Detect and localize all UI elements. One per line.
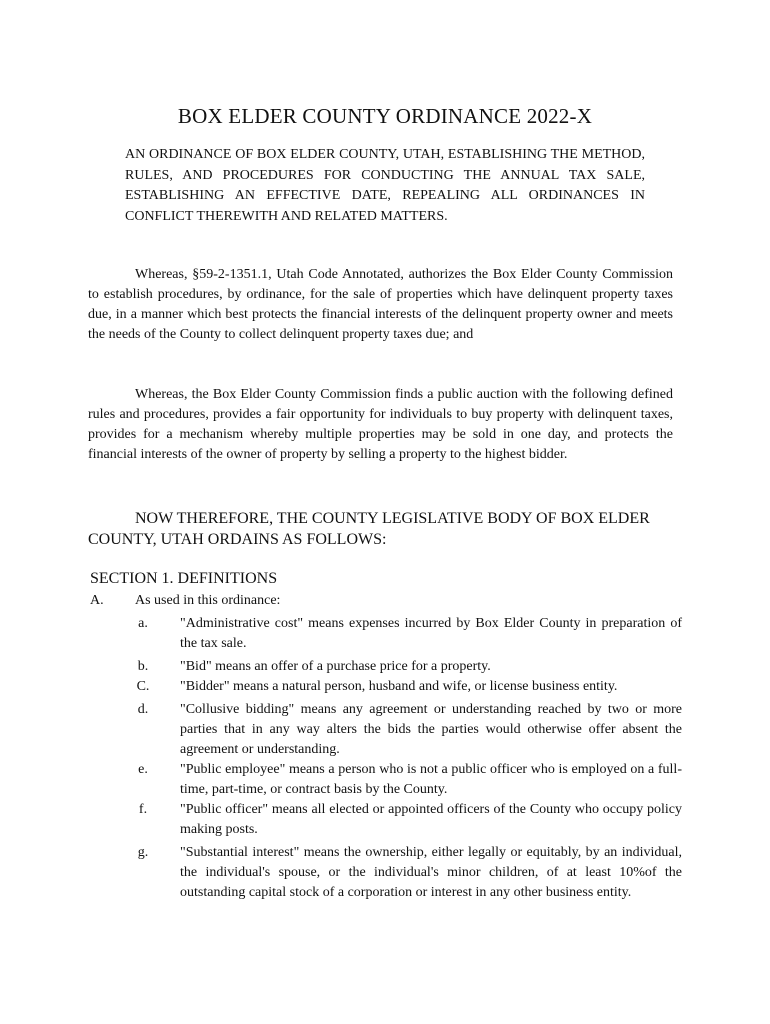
definition-text: "Administrative cost" means expenses incurred by Box Elder County in preparation of the tax sale. — [180, 616, 682, 651]
definition-label: a. — [138, 616, 148, 631]
definition-label: f. — [138, 802, 148, 817]
subsection-a-text: As used in this ordinance: — [135, 593, 281, 608]
definition-label: d. — [137, 702, 149, 717]
definition-text: "Public officer" means all elected or appointed officers of the County who occupy policy making posts. — [180, 802, 682, 837]
definition-label: g. — [137, 845, 149, 860]
definition-text: "Substantial interest" means the ownership, either legally or equitably, by an individual, the individual's spouse, or the individual's minor children, of at least 10%of the outstanding capital stock of a corporation or interest in any other business entity. — [180, 845, 682, 900]
ordinance-subtitle: AN ORDINANCE OF BOX ELDER COUNTY, UTAH, ESTABLISHING THE METHOD, RULES, AND PROCEDURES FOR CONDUCTING THE ANNUAL TAX SALE, ESTABLISHING AN EFFECTIVE DATE, REPEALING ALL ORDINANCES IN CONFLICT THEREWITH AND RELATED MATTERS. — [125, 147, 645, 224]
definition-text: "Public employee" means a person who is not a public officer who is employed on a full-time, part-time, or contract basis by the County. — [180, 762, 682, 797]
whereas-paragraph-2: Whereas, the Box Elder County Commission finds a public auction with the following defined rules and procedures, provides a fair opportunity for individuals to buy property with delinquent taxes, provides for a mechanism whereby multiple properties may be sold in one day, and protects the financial interests of the owner of property by selling a property to the highest bidder. — [88, 387, 673, 462]
subsection-a-letter: A. — [90, 593, 104, 608]
definition-text: "Bidder" means a natural person, husband and wife, or license business entity. — [180, 679, 618, 694]
definition-label: b. — [137, 659, 149, 674]
definition-text: "Collusive bidding" means any agreement or understanding reached by two or more parties that in any way alters the bids the parties would otherwise offer absent the agreement or understanding. — [180, 702, 682, 757]
now-therefore-clause: NOW THEREFORE, THE COUNTY LEGISLATIVE BODY OF BOX ELDER COUNTY, UTAH ORDAINS AS FOLLOWS: — [88, 510, 650, 548]
definition-label: e. — [138, 762, 148, 777]
whereas-paragraph-1: Whereas, §59-2-1351.1, Utah Code Annotated, authorizes the Box Elder County Commission to establish procedures, by ordinance, for the sale of properties which have delinquent property taxes due, in a manner which best protects the financial interests of the delinquent property owner and meets the needs of the County to collect delinquent property taxes due; and — [88, 267, 673, 342]
section-1-heading: SECTION 1. DEFINITIONS — [90, 570, 278, 587]
definition-label: C. — [136, 679, 150, 694]
definition-text: "Bid" means an offer of a purchase price for a property. — [180, 659, 491, 674]
ordinance-title: BOX ELDER COUNTY ORDINANCE 2022-X — [177, 104, 593, 128]
